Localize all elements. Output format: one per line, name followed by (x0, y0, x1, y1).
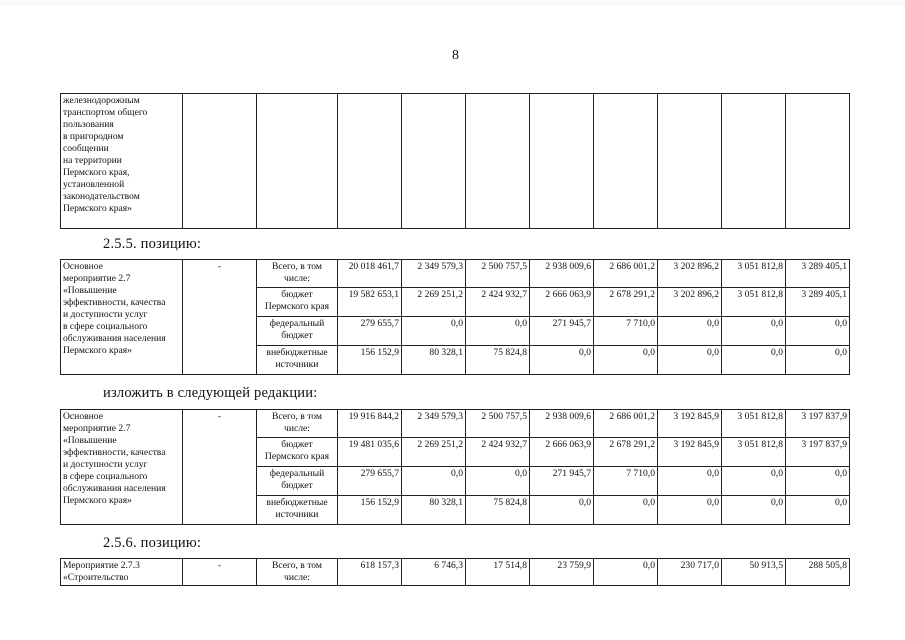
name-line: Пермского края» (63, 202, 132, 214)
measure-name-cell (61, 94, 183, 229)
name-line: и доступности услуг (63, 458, 148, 470)
table-new-position (60, 409, 850, 525)
value-cell: 3 197 837,9 (786, 438, 850, 467)
value-cell: 0,0 (658, 467, 722, 496)
value-cell: 2 269 251,2 (402, 288, 466, 317)
name-line: законодательством (63, 190, 140, 202)
name-line: мероприятие 2.7 (63, 422, 131, 434)
value-cell: 0,0 (466, 317, 530, 346)
value-cell: 80 328,1 (402, 496, 466, 525)
name-line: обслуживания населения (63, 482, 166, 494)
value-cell: 6 746,3 (402, 559, 466, 586)
measure-name-cell (61, 410, 183, 525)
value-cell: 3 051 812,8 (722, 410, 786, 438)
measure-name-cell (61, 559, 183, 586)
value-cell: 0,0 (786, 317, 850, 346)
value-cell: 0,0 (786, 496, 850, 525)
value-cell: 3 202 896,2 (658, 288, 722, 317)
value-cell: 0,0 (402, 467, 466, 496)
executor-cell: - (183, 559, 257, 586)
value-cell: 0,0 (658, 496, 722, 525)
name-line: Пермского края, (63, 166, 130, 178)
value-cell: 19 916 844,2 (338, 410, 402, 438)
value-cell: 618 157,3 (338, 559, 402, 586)
value-cell: 2 678 291,2 (594, 288, 658, 317)
value-cell: 271 945,7 (530, 467, 594, 496)
name-line: Основное (63, 411, 103, 422)
table-row (61, 260, 850, 288)
name-line: Основное (63, 261, 103, 272)
value-cell: 0,0 (530, 346, 594, 375)
value-cell: 0,0 (722, 467, 786, 496)
name-line: в пригородном (63, 130, 124, 142)
value-cell: 0,0 (722, 496, 786, 525)
continuation-table (60, 93, 850, 229)
name-line: установленной (63, 178, 125, 190)
funding-source-cell: Всего, в том числе: (257, 410, 338, 438)
value-cell: 2 686 001,2 (594, 410, 658, 438)
section-heading-2-5-5: 2.5.5. позицию: (103, 236, 202, 252)
value-cell: 2 666 063,9 (530, 288, 594, 317)
value-cell: 0,0 (594, 496, 658, 525)
measure-name-cell (61, 260, 183, 375)
value-cell: 0,0 (466, 467, 530, 496)
table-2-5-6 (60, 558, 850, 586)
name-line: пользования (63, 118, 114, 130)
name-line: эффективности, качества (63, 296, 166, 308)
edit-instruction: изложить в следующей редакции: (103, 385, 318, 401)
value-cell: 2 424 932,7 (466, 288, 530, 317)
value-cell: 156 152,9 (338, 346, 402, 375)
value-cell: 0,0 (658, 317, 722, 346)
funding-source-cell: внебюджетные источники (257, 346, 338, 375)
name-line: «Повышение (63, 434, 117, 446)
name-line: «Повышение (63, 284, 117, 296)
empty-cell (183, 94, 257, 229)
value-cell: 3 202 896,2 (658, 260, 722, 288)
funding-source-cell: федеральный бюджет (257, 467, 338, 496)
value-cell: 3 051 812,8 (722, 260, 786, 288)
value-cell: 50 913,5 (722, 559, 786, 586)
value-cell: 7 710,0 (594, 317, 658, 346)
name-line: сообщении (63, 142, 109, 154)
value-cell: 3 289 405,1 (786, 288, 850, 317)
name-line: мероприятие 2.7 (63, 272, 131, 284)
executor-cell: - (183, 410, 257, 525)
name-line: обслуживания населения (63, 332, 166, 344)
value-cell: 156 152,9 (338, 496, 402, 525)
funding-source-cell: бюджет Пермского края (257, 288, 338, 317)
value-cell: 17 514,8 (466, 559, 530, 586)
section-heading-2-5-6: 2.5.6. позицию: (103, 535, 202, 551)
value-cell: 279 655,7 (338, 317, 402, 346)
executor-cell: - (183, 260, 257, 375)
value-cell: 2 938 009,6 (530, 410, 594, 438)
value-cell: 2 500 757,5 (466, 260, 530, 288)
value-cell: 2 349 579,3 (402, 410, 466, 438)
value-cell: 3 289 405,1 (786, 260, 850, 288)
value-cell: 0,0 (786, 346, 850, 375)
value-cell: 20 018 461,7 (338, 260, 402, 288)
name-line: Пермского края» (63, 344, 132, 356)
value-cell: 2 269 251,2 (402, 438, 466, 467)
value-cell: 75 824,8 (466, 346, 530, 375)
value-cell: 7 710,0 (594, 467, 658, 496)
empty-cell (594, 94, 658, 229)
value-cell: 3 192 845,9 (658, 410, 722, 438)
value-cell: 23 759,9 (530, 559, 594, 586)
name-line: в сфере социального (63, 470, 148, 482)
name-line: транспортом общего (63, 106, 148, 118)
name-line: Мероприятие 2.7.3 (63, 560, 140, 571)
value-cell: 0,0 (722, 346, 786, 375)
value-cell: 2 500 757,5 (466, 410, 530, 438)
value-cell: 2 666 063,9 (530, 438, 594, 467)
value-cell: 0,0 (658, 346, 722, 375)
name-line: «Строительство (63, 571, 129, 583)
table-row (61, 94, 850, 229)
value-cell: 2 349 579,3 (402, 260, 466, 288)
empty-cell (257, 94, 338, 229)
value-cell: 2 678 291,2 (594, 438, 658, 467)
value-cell: 271 945,7 (530, 317, 594, 346)
value-cell: 0,0 (594, 559, 658, 586)
empty-cell (722, 94, 786, 229)
value-cell: 3 051 812,8 (722, 438, 786, 467)
value-cell: 2 938 009,6 (530, 260, 594, 288)
value-cell: 19 481 035,6 (338, 438, 402, 467)
empty-cell (466, 94, 530, 229)
empty-cell (402, 94, 466, 229)
value-cell: 3 051 812,8 (722, 288, 786, 317)
value-cell: 3 192 845,9 (658, 438, 722, 467)
empty-cell (658, 94, 722, 229)
empty-cell (338, 94, 402, 229)
name-line: Пермского края» (63, 494, 132, 506)
value-cell: 75 824,8 (466, 496, 530, 525)
name-line: на территории (63, 154, 122, 166)
empty-cell (786, 94, 850, 229)
value-cell: 80 328,1 (402, 346, 466, 375)
value-cell: 0,0 (530, 496, 594, 525)
empty-cell (530, 94, 594, 229)
value-cell: 288 505,8 (786, 559, 850, 586)
value-cell: 230 717,0 (658, 559, 722, 586)
value-cell: 19 582 653,1 (338, 288, 402, 317)
funding-source-cell: бюджет Пермского края (257, 438, 338, 467)
value-cell: 3 197 837,9 (786, 410, 850, 438)
table-row (61, 559, 850, 586)
name-line: эффективности, качества (63, 446, 166, 458)
table-old-position (60, 259, 850, 375)
value-cell: 2 424 932,7 (466, 438, 530, 467)
scan-edge (0, 0, 905, 6)
value-cell: 0,0 (402, 317, 466, 346)
funding-source-cell: федеральный бюджет (257, 317, 338, 346)
name-line: в сфере социального (63, 320, 148, 332)
name-line: и доступности услуг (63, 308, 148, 320)
value-cell: 279 655,7 (338, 467, 402, 496)
funding-source-cell: внебюджетные источники (257, 496, 338, 525)
table-row (61, 410, 850, 438)
value-cell: 0,0 (594, 346, 658, 375)
name-line: железнодорожным (63, 95, 140, 106)
funding-source-cell: Всего, в том числе: (257, 559, 338, 586)
value-cell: 0,0 (722, 317, 786, 346)
page-number: 8 (452, 48, 459, 63)
value-cell: 0,0 (786, 467, 850, 496)
funding-source-cell: Всего, в том числе: (257, 260, 338, 288)
value-cell: 2 686 001,2 (594, 260, 658, 288)
